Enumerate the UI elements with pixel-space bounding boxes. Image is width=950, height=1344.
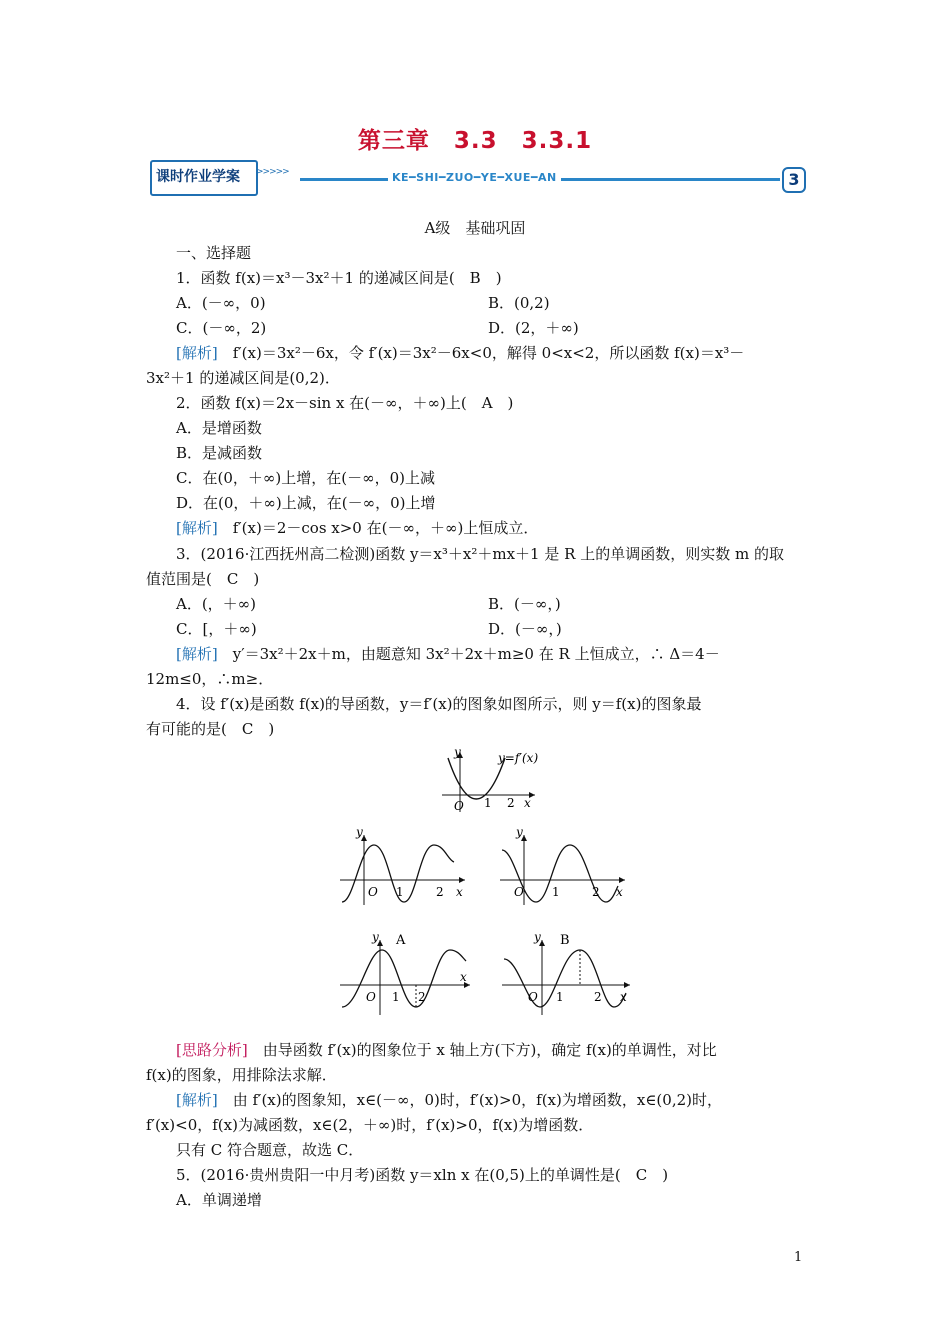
main-graph [442,745,538,813]
analysis-tag: [思路分析] [176,1041,248,1059]
q4-solution-line3: 只有 C 符合题意，故选 C． [176,1141,364,1159]
tick-1: 1 [396,885,404,899]
tick-2: 2 [592,885,600,899]
origin-label: O [528,990,538,1004]
axis-label-x: x [616,885,623,899]
q3-solution-line2: 12m≤0，∴m≥． [146,670,274,688]
axis-label-y: y [356,825,363,839]
q2-stem: 2．函数 f(x)＝2x－sin x 在(－∞，＋∞)上( A ) [176,394,514,412]
q1-solution-text: f′(x)＝3x²－6x，令 f′(x)＝3x²－6x<0，解得 0<x<2，所以函数 f(x)＝x³－ [217,344,745,362]
level-heading: A级 基础巩固 [424,219,526,237]
banner-label-box [150,160,258,196]
tick-1: 1 [392,990,400,1004]
q4-stem-line1: 4．设 f′(x)是函数 f(x)的导函数，y＝f′(x)的图象如图所示，则 y＝f(x)的图象最 [176,695,702,713]
q1-stem: 1．函数 f(x)＝x³－3x²＋1 的递减区间是( B ) [176,269,502,287]
q3-option-a: A．(，＋∞) [176,595,257,613]
q2-option-b: B．是减函数 [176,444,263,462]
q5-stem: 5．(2016·贵州贵阳一中月考)函数 y＝xln x 在(0,5)上的单调性是( C ) [176,1166,669,1184]
q1-option-a: A．(－∞，0) [176,294,266,312]
q1-option-d: D．(2，＋∞) [488,319,579,337]
axis-label-y: y [534,930,541,944]
option-graph-b [500,825,625,948]
option-graph-a [340,825,465,948]
q4-stem-line2: 有可能的是( C ) [146,720,275,738]
homework-banner [150,160,806,194]
q3-option-d: D．(－∞，) [488,620,562,638]
solution-tag: [解析] [176,344,218,362]
q1-option-c: C．(－∞，2) [176,319,267,337]
axis-label-y: y [372,930,379,944]
q4-solution-text: 由 f′(x)的图象知，x∈(－∞，0)时，f′(x)>0，f(x)为增函数，x∈(0,2)时， [217,1091,722,1109]
page-number: 1 [794,1250,803,1265]
curve-label: y=f′(x) [498,751,539,765]
q1-option-b: B．(0,2) [488,294,550,312]
q5-option-a: A．单调递增 [176,1191,262,1209]
caption-a: A [396,933,406,948]
banner-label: 课时作业学案 [156,169,240,185]
origin-label: O [514,885,524,899]
banner-pinyin: KE━SHI━ZUO━YE━XUE━AN [388,171,561,184]
q4-analysis-line1 [176,1040,717,1060]
q2-solution-text: f′(x)＝2－cos x>0 在(－∞，＋∞)上恒成立． [217,519,539,537]
q2-option-c: C．在(0，＋∞)上增，在(－∞，0)上减 [176,469,435,487]
caption-b: B [560,933,570,948]
q3-option-c: C．[，＋∞) [176,620,257,638]
q4-analysis-line2: f(x)的图象，用排除法求解． [146,1066,337,1084]
q2-option-d: D．在(0，＋∞)上减，在(－∞，0)上增 [176,494,436,512]
tick-1: 1 [552,885,560,899]
tick-2: 2 [507,796,515,810]
banner-number: 3 [782,167,806,193]
q4-analysis-text: 由导函数 f′(x)的图象位于 x 轴上方(下方)，确定 f(x)的单调性，对比 [247,1041,717,1059]
tick-2: 2 [594,990,602,1004]
origin-label: O [454,799,464,813]
q2-solution [176,518,538,538]
axis-label-x: x [620,990,627,1004]
tick-2: 2 [436,885,444,899]
q4-solution-line1 [176,1090,722,1110]
origin-label: O [368,885,378,899]
q3-stem-line2: 值范围是( C ) [146,570,260,588]
origin-label: O [366,990,376,1004]
section-heading: 一、选择题 [176,244,252,262]
q4-figure [330,740,640,1040]
q4-solution-line2: f′(x)<0，f(x)为减函数，x∈(2，＋∞)时，f′(x)>0，f(x)为增函数． [146,1116,594,1134]
q2-option-a: A．是增函数 [176,419,262,437]
axis-label-x: x [460,970,467,984]
tick-1: 1 [484,796,492,810]
axis-label-x: x [456,885,463,899]
solution-tag: [解析] [176,519,218,537]
solution-tag: [解析] [176,645,218,663]
q1-solution-line1 [176,343,744,363]
axis-label-x: x [524,796,531,810]
axis-label-y: y [516,825,523,839]
page-title: 第三章 3.3 3.3.1 [357,128,593,154]
q3-stem-line1: 3．(2016·江西抚州高二检测)函数 y＝x³＋x²＋mx＋1 是 R 上的单调函数，则实数 m 的取 [176,545,784,563]
tick-2: 2 [418,990,426,1004]
q1-solution-line2: 3x²＋1 的递减区间是(0,2)． [146,369,340,387]
q3-solution-text: y′＝3x²＋2x＋m，由题意知 3x²＋2x＋m≥0 在 R 上恒成立，∴ Δ＝4－ [217,645,720,663]
q3-option-b: B．(－∞，) [488,595,561,613]
tick-1: 1 [556,990,564,1004]
axis-label-y: y [454,745,461,759]
solution-tag: [解析] [176,1091,218,1109]
q3-solution-line1 [176,644,720,664]
banner-arrows: >>>>> [256,167,289,177]
